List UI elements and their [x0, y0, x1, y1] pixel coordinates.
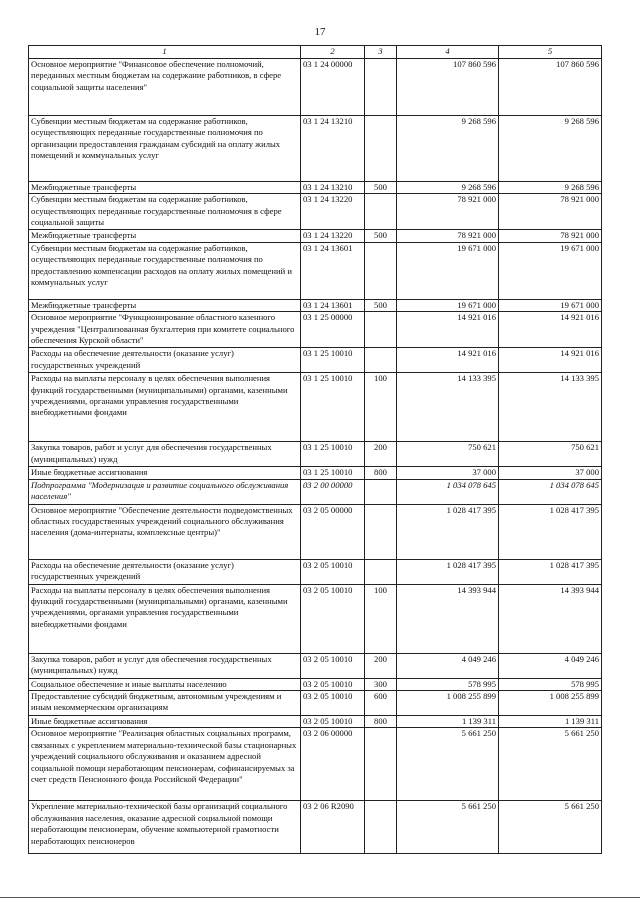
row-code: 03 1 25 10010: [301, 373, 365, 442]
table-row: [29, 242, 602, 299]
row-code: 03 1 25 10010: [301, 467, 365, 479]
row-code: 03 2 05 10010: [301, 584, 365, 653]
row-code: 03 1 24 13220: [301, 194, 365, 230]
row-amount-col4: 14 133 395: [397, 373, 499, 442]
row-amount-col5: 14 133 395: [499, 373, 602, 442]
row-code: 03 1 24 00000: [301, 59, 365, 116]
row-amount-col5: 578 995: [499, 678, 602, 690]
row-code: 03 2 06 R2090: [301, 801, 365, 854]
row-code: 03 2 05 00000: [301, 504, 365, 559]
row-amount-col4: 4 049 246: [397, 653, 499, 678]
row-code: 03 1 24 13220: [301, 230, 365, 242]
table-row: [29, 299, 602, 311]
row-amount-col4: 78 921 000: [397, 230, 499, 242]
row-name: Субвенции местным бюджетам на содержание работников, осуществляющих переданные государственные полномочия по предоставлению компенсации расходов на оплату жилых помещений и коммунальных услуг: [29, 242, 301, 299]
row-amount-col5: 1 008 255 899: [499, 691, 602, 716]
row-name: Расходы на обеспечение деятельности (оказание услуг) государственных учреждений: [29, 348, 301, 373]
header-col-2: 2: [301, 46, 365, 59]
row-amount-col5: 9 268 596: [499, 116, 602, 182]
table-row: [29, 584, 602, 653]
budget-table: [28, 45, 602, 854]
page-number: 17: [314, 26, 326, 38]
row-code: 03 1 25 00000: [301, 312, 365, 348]
row-name: Социальное обеспечение и иные выплаты населению: [29, 678, 301, 690]
table-row: [29, 559, 602, 584]
row-amount-col4: 5 661 250: [397, 801, 499, 854]
header-col-3: 3: [365, 46, 397, 59]
row-name: Предоставление субсидий бюджетным, автономным учреждениям и иным некоммерческим организациям: [29, 691, 301, 716]
row-name: Иные бюджетные ассигнования: [29, 716, 301, 728]
table-row: [29, 479, 602, 504]
row-amount-col5: 9 268 596: [499, 182, 602, 194]
row-amount-col5: 78 921 000: [499, 194, 602, 230]
table-row: [29, 678, 602, 690]
row-name: Основное мероприятие "Обеспечение деятельности подведомственных областных государственных учреждений социального обслуживания населения (дома-интернаты, комплексные центры)": [29, 504, 301, 559]
row-expense-type: [365, 504, 397, 559]
row-code: 03 1 24 13601: [301, 242, 365, 299]
row-expense-type: [365, 559, 397, 584]
row-amount-col4: 578 995: [397, 678, 499, 690]
row-code: 03 2 05 10010: [301, 653, 365, 678]
row-amount-col4: 107 860 596: [397, 59, 499, 116]
table-row: [29, 442, 602, 467]
row-code: 03 1 24 13210: [301, 182, 365, 194]
row-expense-type: 500: [365, 182, 397, 194]
row-amount-col5: 78 921 000: [499, 230, 602, 242]
row-expense-type: [365, 801, 397, 854]
row-name: Основное мероприятие "Финансовое обеспечение полномочий, переданных местным бюджетам на содержание работников, в сфере социальной защиты населения": [29, 59, 301, 116]
row-amount-col4: 9 268 596: [397, 182, 499, 194]
table-row: [29, 182, 602, 194]
row-name: Основное мероприятие "Функционирование областного казенного учреждения "Централизованная бухгалтерия при комитете социального обеспечения Курской области": [29, 312, 301, 348]
table-row: [29, 467, 602, 479]
row-expense-type: 800: [365, 716, 397, 728]
table-row: [29, 653, 602, 678]
row-amount-col5: 750 621: [499, 442, 602, 467]
table-row: [29, 348, 602, 373]
row-code: 03 2 05 10010: [301, 559, 365, 584]
table-row: [29, 312, 602, 348]
row-amount-col4: 1 028 417 395: [397, 504, 499, 559]
table-row: [29, 504, 602, 559]
row-expense-type: 800: [365, 467, 397, 479]
row-amount-col4: 14 921 016: [397, 312, 499, 348]
row-expense-type: 200: [365, 653, 397, 678]
row-name: Основное мероприятие "Реализация областных социальных программ, связанных с укреплением материально-технической базы стационарных учреждений социального обслуживания и оказанием адресной социальной помощи неработающим пенсионерам, софинансируемых за счет средств Пенсионного фонда Российской Федерации": [29, 728, 301, 801]
row-name: Межбюджетные трансферты: [29, 182, 301, 194]
row-amount-col5: 107 860 596: [499, 59, 602, 116]
row-expense-type: [365, 59, 397, 116]
table-row: [29, 194, 602, 230]
row-name: Субвенции местным бюджетам на содержание работников, осуществляющих переданные государственные полномочия по организации предоставления гражданам субсидий на оплату жилых помещений и коммунальных услуг: [29, 116, 301, 182]
row-code: 03 2 00 00000: [301, 479, 365, 504]
row-amount-col4: 19 671 000: [397, 242, 499, 299]
row-amount-col5: 1 139 311: [499, 716, 602, 728]
row-amount-col4: 1 034 078 645: [397, 479, 499, 504]
table-row: [29, 728, 602, 801]
row-amount-col5: 1 034 078 645: [499, 479, 602, 504]
row-amount-col4: 9 268 596: [397, 116, 499, 182]
table-row: [29, 59, 602, 116]
row-name: Закупка товаров, работ и услуг для обеспечения государственных (муниципальных) нужд: [29, 442, 301, 467]
row-name: Межбюджетные трансферты: [29, 230, 301, 242]
scan-edge-line: [0, 897, 640, 898]
row-name: Расходы на обеспечение деятельности (оказание услуг) государственных учреждений: [29, 559, 301, 584]
row-expense-type: [365, 116, 397, 182]
row-amount-col5: 14 921 016: [499, 312, 602, 348]
row-code: 03 2 05 10010: [301, 691, 365, 716]
row-expense-type: 600: [365, 691, 397, 716]
row-code: 03 1 25 10010: [301, 348, 365, 373]
row-amount-col5: 19 671 000: [499, 299, 602, 311]
row-amount-col4: 5 661 250: [397, 728, 499, 801]
row-code: 03 1 25 10010: [301, 442, 365, 467]
row-expense-type: [365, 194, 397, 230]
header-col-5: 5: [499, 46, 602, 59]
row-expense-type: 500: [365, 299, 397, 311]
row-name: Межбюджетные трансферты: [29, 299, 301, 311]
row-code: 03 1 24 13210: [301, 116, 365, 182]
row-code: 03 1 24 13601: [301, 299, 365, 311]
row-code: 03 2 05 10010: [301, 678, 365, 690]
table-row: [29, 801, 602, 854]
row-amount-col5: 5 661 250: [499, 801, 602, 854]
row-name: Расходы на выплаты персоналу в целях обеспечения выполнения функций государственными (муниципальными) органами, казенными учреждениями, органами управления государственными внебюджетными фондами: [29, 584, 301, 653]
row-amount-col4: 37 000: [397, 467, 499, 479]
row-amount-col5: 1 028 417 395: [499, 559, 602, 584]
table-row: [29, 691, 602, 716]
row-amount-col4: 19 671 000: [397, 299, 499, 311]
row-amount-col5: 14 393 944: [499, 584, 602, 653]
row-amount-col5: 14 921 016: [499, 348, 602, 373]
row-amount-col4: 1 028 417 395: [397, 559, 499, 584]
row-expense-type: 100: [365, 373, 397, 442]
row-name: Субвенции местным бюджетам на содержание работников, осуществляющих переданные государственные полномочия в сфере социальной защиты: [29, 194, 301, 230]
row-code: 03 2 06 00000: [301, 728, 365, 801]
row-expense-type: [365, 479, 397, 504]
table-row: [29, 116, 602, 182]
row-expense-type: [365, 728, 397, 801]
row-amount-col5: 4 049 246: [499, 653, 602, 678]
row-name: Закупка товаров, работ и услуг для обеспечения государственных (муниципальных) нужд: [29, 653, 301, 678]
row-expense-type: 500: [365, 230, 397, 242]
row-amount-col5: 19 671 000: [499, 242, 602, 299]
row-amount-col4: 78 921 000: [397, 194, 499, 230]
row-amount-col5: 37 000: [499, 467, 602, 479]
header-col-1: 1: [29, 46, 301, 59]
row-amount-col4: 14 393 944: [397, 584, 499, 653]
row-expense-type: [365, 242, 397, 299]
row-amount-col4: 1 008 255 899: [397, 691, 499, 716]
header-col-4: 4: [397, 46, 499, 59]
row-amount-col4: 1 139 311: [397, 716, 499, 728]
row-expense-type: [365, 312, 397, 348]
row-name: Расходы на выплаты персоналу в целях обеспечения выполнения функций государственными (муниципальными) органами, казенными учреждениями, органами управления государственными внебюджетными фондами: [29, 373, 301, 442]
table-row: [29, 230, 602, 242]
table-row: [29, 373, 602, 442]
row-name: Укрепление материально-технической базы организаций социального обслуживания населения, оказание адресной социальной помощи неработающим пенсионерам, обучение компьютерной грамотности неработающих пенсионеров: [29, 801, 301, 854]
row-expense-type: 200: [365, 442, 397, 467]
row-expense-type: 300: [365, 678, 397, 690]
row-expense-type: [365, 348, 397, 373]
row-name: Подпрограмма "Модернизация и развитие социального обслуживания населения": [29, 479, 301, 504]
row-amount-col5: 1 028 417 395: [499, 504, 602, 559]
row-amount-col4: 750 621: [397, 442, 499, 467]
row-amount-col4: 14 921 016: [397, 348, 499, 373]
header-row: [29, 46, 602, 59]
row-name: Иные бюджетные ассигнования: [29, 467, 301, 479]
row-amount-col5: 5 661 250: [499, 728, 602, 801]
row-expense-type: 100: [365, 584, 397, 653]
row-code: 03 2 05 10010: [301, 716, 365, 728]
table-row: [29, 716, 602, 728]
